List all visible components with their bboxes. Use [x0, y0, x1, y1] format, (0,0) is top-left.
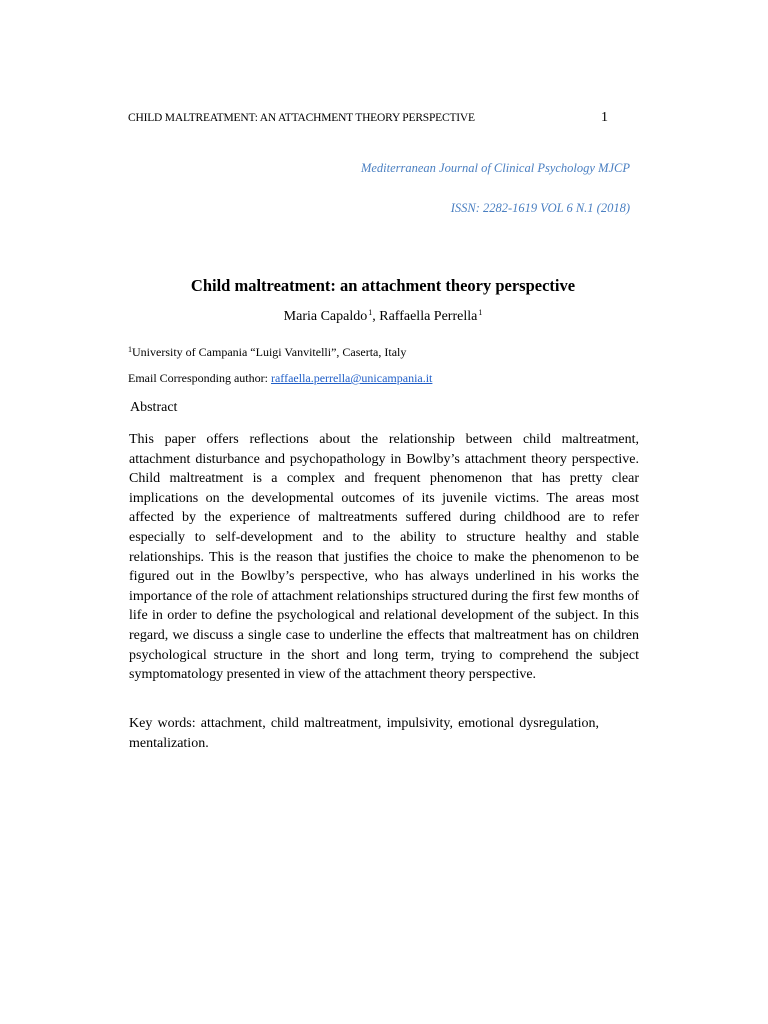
- abstract-heading: Abstract: [130, 400, 178, 415]
- author-separator: ,: [372, 309, 380, 324]
- affiliation-mark: 1: [128, 345, 132, 354]
- affiliation-mark: 1: [478, 308, 483, 317]
- journal-name: Mediterranean Journal of Clinical Psychology MJCP: [360, 161, 630, 175]
- abstract-body: This paper offers reflections about the relationship between child maltreatment, attachment disturbance and psychopathology in Bowlby’s attachment theory perspective. Child maltreatment is a complex and frequent phenomenon that has pretty clear implications on the developmental outcomes of its juvenile victims. The areas most affected by the experience of maltreatments suffered during childhood are to refer especially to self-development and to the ability to structure healthy and stable relationships. This is the reason that justifies the choice to make the phenomenon to be figured out in the Bowlby’s perspective, who has always underlined in his works the importance of the role of attachment relationships structured during the first few months of life in order to define the psychological and relational development of the subject. In this regard, we discuss a single case to underline the effects that maltreatment has on children psychological structure in the short and long term, trying to comprehend the subject symptomatology presented in view of the attachment theory perspective.: [129, 432, 639, 683]
- page-number: 1: [601, 110, 608, 125]
- author-list: [128, 308, 638, 325]
- running-head: CHILD MALTREATMENT: AN ATTACHMENT THEORY PERSPECTIVE: [128, 112, 475, 124]
- affiliation-mark: 1: [368, 308, 373, 317]
- author-name: Raffaella Perrella: [379, 309, 478, 324]
- affiliation-text: University of Campania “Luigi Vanvitelli”, Caserta, Italy: [132, 345, 407, 359]
- correspondence-label: Email Corresponding author:: [128, 371, 271, 385]
- email-link[interactable]: raffaella.perrella@unicampania.it: [270, 371, 433, 385]
- journal-issn: ISSN: 2282-1619 VOL 6 N.1 (2018): [450, 201, 630, 215]
- keywords: Key words: attachment, child maltreatment, impulsivity, emotional dysregulation, mentalization.: [129, 716, 599, 751]
- author-name: Maria Capaldo: [283, 309, 368, 324]
- correspondence-line: [128, 371, 432, 386]
- affiliation: [128, 345, 406, 360]
- article-title: Child maltreatment: an attachment theory perspective: [190, 276, 576, 295]
